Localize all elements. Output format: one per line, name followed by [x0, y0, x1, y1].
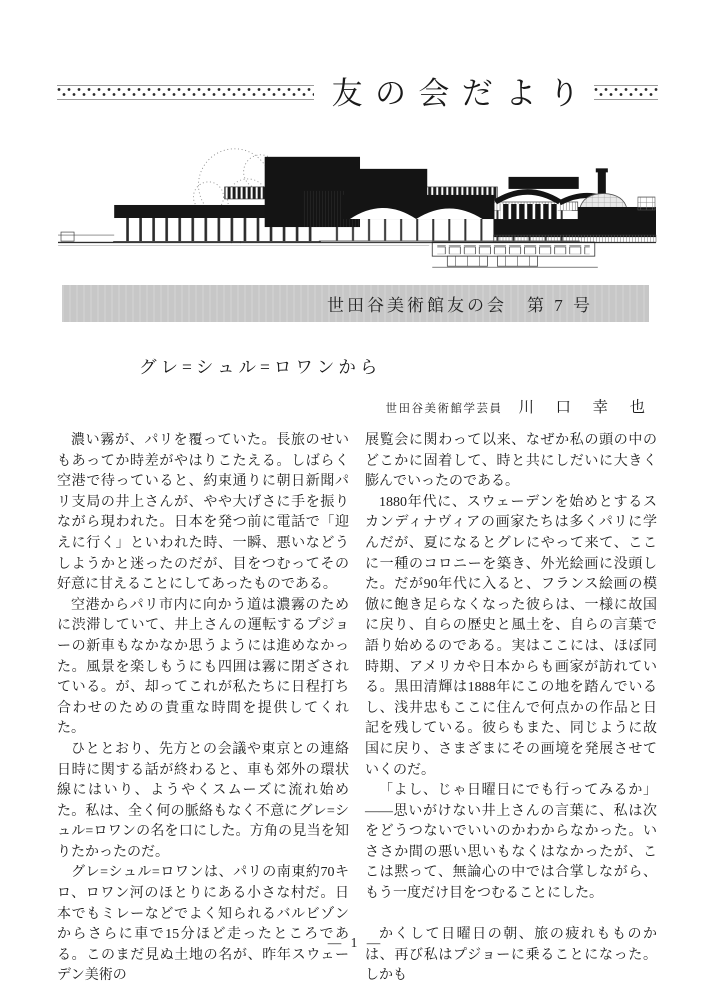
- page-number: — 1 —: [327, 935, 384, 950]
- left-column: [57, 431, 349, 987]
- paragraph: かくして日曜日の朝、旅の疲れもものかは、再び私はプジョーに乗ることになった。しかも: [365, 927, 657, 984]
- article-title: グレ=シュル=ロワンから: [139, 357, 382, 377]
- paragraph: グレ=シュル=ロワンは、パリの南東約70キロ、ロワン河のほとりにある小さな村だ。日本でもミレーなどでよく知られるバルビゾンからさらに車で15分ほど走ったところである。このまだ見ぬ土地の名が、昨年スウェーデン美術の: [57, 865, 349, 984]
- issue-banner-text: 世田谷美術館友の会 第 7 号: [327, 296, 593, 315]
- byline: [385, 395, 648, 417]
- paragraph: 空港からパリ市内に向かう道は濃霧のために渋滞していて、井上さんの運転するプジョーの新車もなかなか思うようには進めなかった。風景を楽しもうにも四囲は霧に閉ざされている。が、却ってこれが私たちに日程打ち合わせのための貴重な時間を提供してくれた。: [57, 597, 349, 737]
- dotted-rule-right: [594, 85, 658, 100]
- author-name: 川 口 幸 也: [518, 399, 648, 416]
- dotted-rule-left: [57, 85, 314, 100]
- paragraph: 「よし、じゃ日曜日にでも行ってみるか」——思いがけない井上さんの言葉に、私は次をどうつないでいいのかわからなかった。いささか間の悪い思いもなくはなかったが、ここは黙って、無論心の中では合掌しながら、もう一度だけ目をつむることにした。: [365, 783, 657, 902]
- newsletter-title: 友の会だより: [331, 76, 592, 111]
- museum-elevation-drawing: [56, 146, 658, 276]
- issue-banner: [62, 285, 649, 322]
- paragraph: 1880年代に、スウェーデンを始めとするスカンディナヴィアの画家たちは多くパリに学んだが、夏になるとグレにやって来て、ここに一種のコロニーを築き、外光絵画に没頭した。だが90年代に入ると、フランス絵画の模倣に飽き足らなくなった彼らは、一様に故国に戻り、自らの歴史と風土を、自らの言葉で語り始めるのである。実はここには、ほぼ同時期、アメリカや日本からも画家が訪れている。黒田清輝は1888年にこの地を踏んでいるし、浅井忠もここに住んで何点かの作品と日記を残している。彼らもまた、同じように故国に戻り、さまざまにその画境を発展させていくのだ。: [365, 494, 657, 778]
- paragraph: ひととおり、先方との会議や東京との連絡日時に関する話が終わると、車も郊外の環状線にはいり、ようやくスムーズに流れ始めた。私は、全く何の脈絡もなく不意にグレ=シュル=ロワンの名を口にした。方角の見当を知りたかったのだ。: [57, 741, 349, 860]
- paragraph: 濃い霧が、パリを覆っていた。長旅のせいもあってか時差がやはりこたえる。しばらく空港で待っていると、約束通りに朝日新聞パリ支局の井上さんが、やや大げさに手を振りながら現われた。日本を発つ前に電話で「迎えに行く」といわれた時、一瞬、悪いなどうしようかと迷ったのだが、目をつむってその好意に甘えることにしてあったものである。: [57, 433, 349, 593]
- article-body: [57, 431, 657, 987]
- right-column: [365, 431, 657, 987]
- author-role: 世田谷美術館学芸員: [385, 403, 503, 415]
- masthead: [57, 70, 658, 115]
- paragraph: 展覧会に関わって以来、なぜか私の頭の中のどこかに固着して、時と共にしだいに大きく膨んでいったのである。: [365, 433, 657, 490]
